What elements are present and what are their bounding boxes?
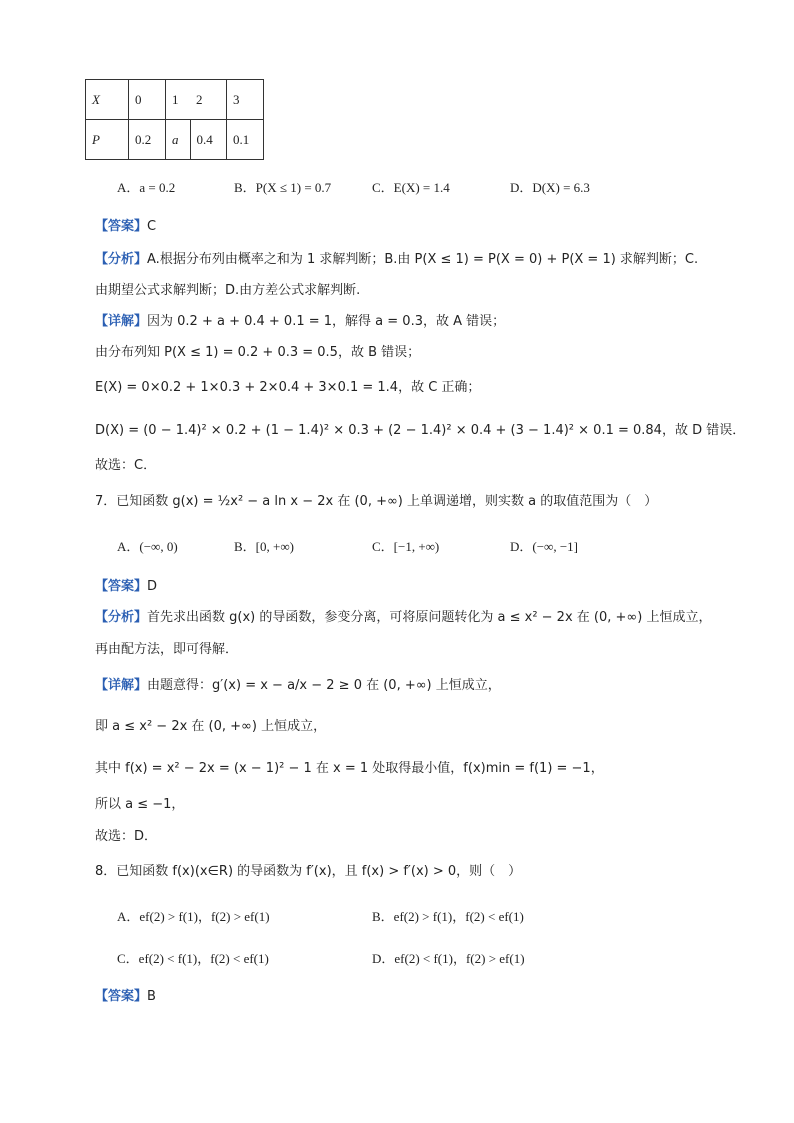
table-cell: 1 [166,80,191,120]
q7-option-a: A．(−∞, 0) [117,539,178,554]
q6-detail-line-4: D(X) = (0 − 1.4)² × 0.2 + (1 − 1.4)² × 0.3 + (2 − 1.4)² × 0.4 + (3 − 1.4)² × 0.1 = 0.84，故 D 错误． [95,423,746,438]
detail-tag: 【详解】 [95,314,148,329]
table-cell: P [86,120,129,160]
answer-tag: 【答案】 [95,219,148,234]
q6-option-c: C．E(X) = 1.4 [372,180,450,195]
answer-value: D [147,579,158,594]
q8-answer-line [95,987,156,1007]
q6-option-d: D．D(X) = 6.3 [510,180,590,195]
q6-detail-line-1 [95,312,505,332]
q8-option-a: A．ef(2) > f(1)，f(2) > ef(1) [117,909,270,924]
table-cell: 3 [227,80,264,120]
analysis-text: 首先求出函数 g(x) 的导函数，参变分离，可将原问题转化为 a ≤ x² − 2x 在 (0, +∞) 上恒成立， [147,610,712,625]
q7-detail-line-1 [95,676,501,696]
detail-text: 由题意得：g′(x) = x − a/x − 2 ≥ 0 在 (0, +∞) 上恒成立， [147,678,501,693]
q6-detail-line-3: E(X) = 0×0.2 + 1×0.3 + 2×0.4 + 3×0.1 = 1.4，故 C 正确； [95,380,481,395]
detail-text: 因为 0.2 + a + 0.4 + 0.1 = 1，解得 a = 0.3，故 A 错误； [147,314,506,329]
q8-stem: 8．已知函数 f(x)(x∈R) 的导函数为 f′(x)，且 f(x) > f′(x) > 0，则（ ） [95,864,522,879]
q7-detail-line-4: 所以 a ≤ −1， [95,797,185,812]
q6-option-b: B．P(X ≤ 1) = 0.7 [234,180,332,195]
q7-stem: 7．已知函数 g(x) = ½x² − a ln x − 2x 在 (0, +∞) 上单调递增，则实数 a 的取值范围为（ ） [95,494,658,509]
table-cell: X [86,80,129,120]
q7-option-c: C．[−1, +∞) [372,539,440,554]
table-row [86,120,264,160]
table-cell: 0.1 [227,120,264,160]
q7-analysis-line-1 [95,608,711,628]
table-cell: 0.4 [190,120,227,160]
table-cell: 0.2 [129,120,166,160]
q6-choose: 故选：C． [95,458,157,473]
table-cell: 0 [129,80,166,120]
q6-option-a: A．a = 0.2 [117,180,176,195]
q8-option-d: D．ef(2) < f(1)，f(2) > ef(1) [372,951,525,966]
analysis-tag: 【分析】 [95,610,148,625]
q6-analysis-line-1 [95,250,698,270]
table-row [86,80,264,120]
q7-option-d: D．(−∞, −1] [510,539,578,554]
distribution-table [85,79,264,160]
answer-value: C [147,219,157,234]
analysis-tag: 【分析】 [95,252,148,267]
table-cell: a [166,120,191,160]
q8-option-c: C．ef(2) < f(1)，f(2) < ef(1) [117,951,269,966]
answer-tag: 【答案】 [95,579,148,594]
table-cell: 2 [190,80,227,120]
q7-detail-line-2: 即 a ≤ x² − 2x 在 (0, +∞) 上恒成立， [95,719,327,734]
q7-analysis-line-2: 再由配方法，即可得解． [95,642,239,657]
q7-option-b: B．[0, +∞) [234,539,294,554]
answer-value: B [147,989,156,1004]
answer-tag: 【答案】 [95,989,148,1004]
q6-answer-line [95,217,156,237]
q8-option-b: B．ef(2) > f(1)，f(2) < ef(1) [372,909,524,924]
q7-choose: 故选：D． [95,829,158,844]
q7-answer-line [95,577,157,597]
q6-analysis-line-2: 由期望公式求解判断；D.由方差公式求解判断. [95,283,361,298]
detail-tag: 【详解】 [95,678,148,693]
q7-detail-line-3: 其中 f(x) = x² − 2x = (x − 1)² − 1 在 x = 1 处取得最小值，f(x)min = f(1) = −1， [95,761,604,776]
q6-detail-line-2: 由分布列知 P(X ≤ 1) = 0.2 + 0.3 = 0.5，故 B 错误； [95,345,421,360]
analysis-text: A.根据分布列由概率之和为 1 求解判断；B.由 P(X ≤ 1) = P(X = 0) + P(X = 1) 求解判断；C. [147,252,699,267]
